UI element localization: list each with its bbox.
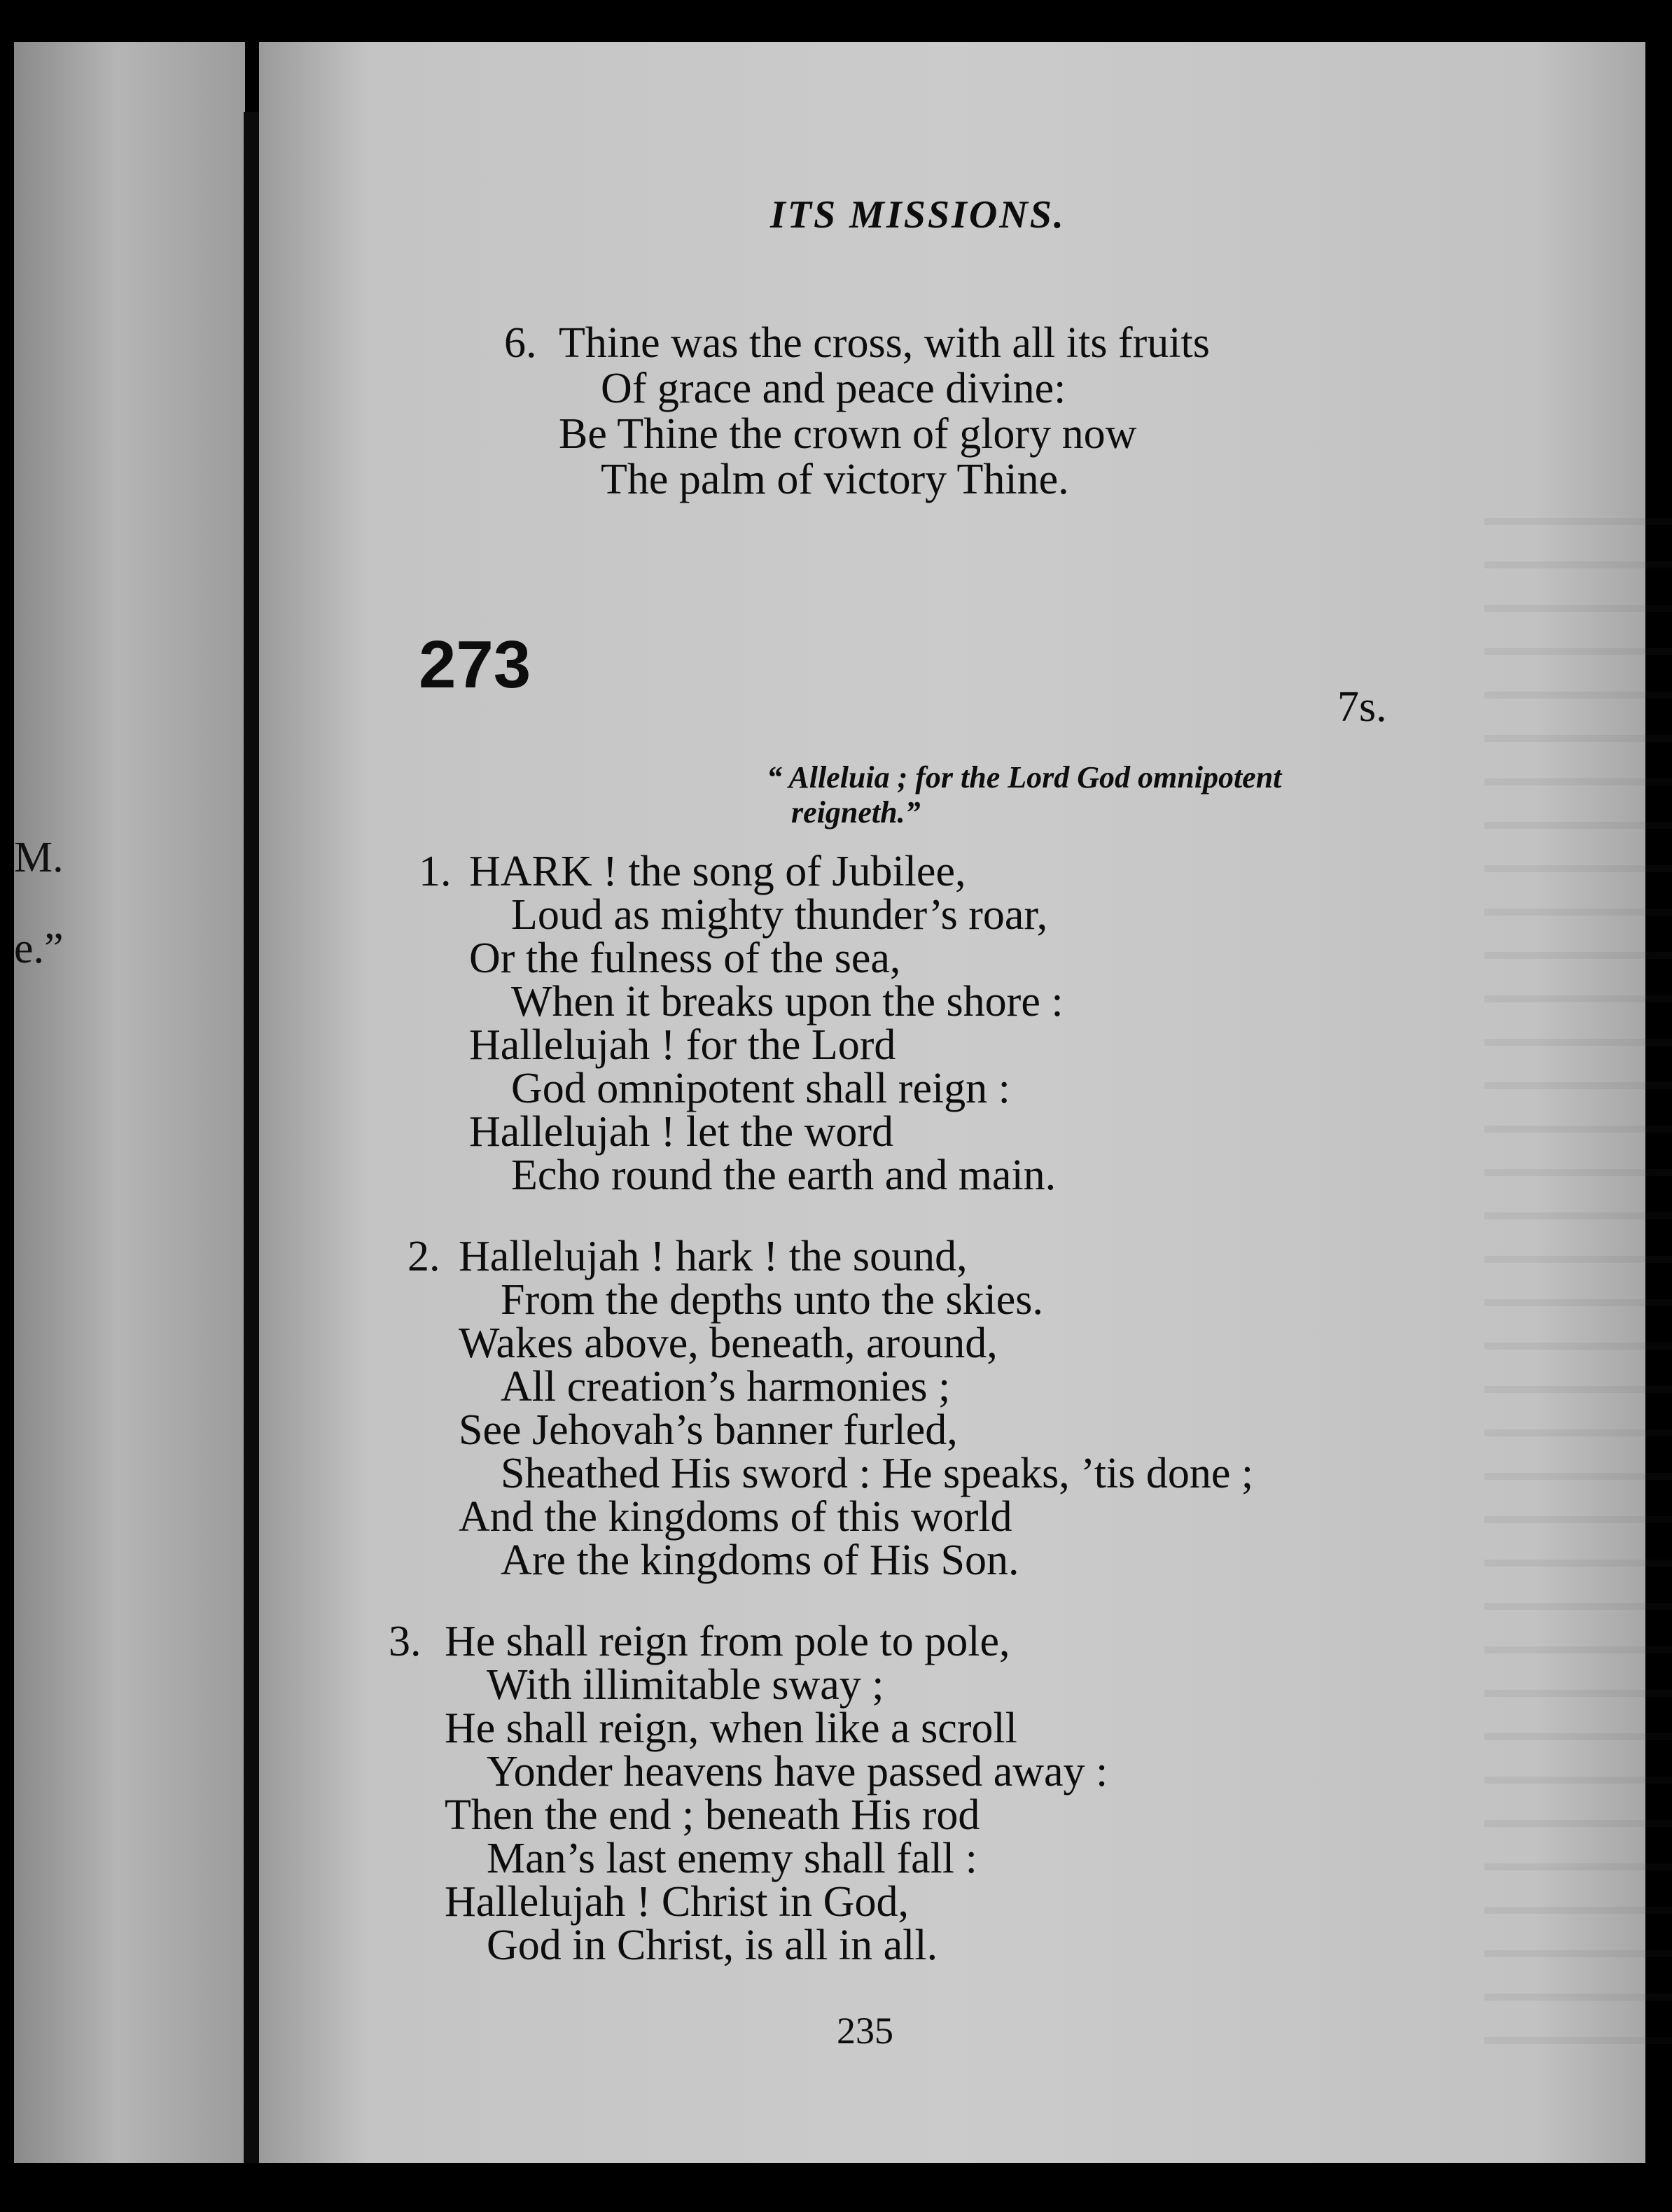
page-number: 235 xyxy=(837,2010,893,2052)
verse-line: Hallelujah ! let the word xyxy=(469,1108,894,1156)
hymn-epigraph-line: “ Alleluia ; for the Lord God omnipotent xyxy=(767,760,1282,794)
scan-border-bottom xyxy=(0,2163,1672,2212)
left-page-fragment: e.” xyxy=(14,925,64,972)
verse-line: Wakes above, beneath, around, xyxy=(459,1320,998,1367)
left-page-edge xyxy=(14,42,245,2163)
hymn-number: 273 xyxy=(419,627,531,702)
verse-line: Then the end ; beneath His rod xyxy=(445,1791,980,1839)
hymn-epigraph-line: reigneth.” xyxy=(791,795,921,830)
hymn-meter: 7s. xyxy=(1337,683,1387,731)
verse-line: God in Christ, is all in all. xyxy=(487,1921,938,1969)
verse-line: The palm of victory Thine. xyxy=(601,456,1069,503)
verse-line: And the kingdoms of this world xyxy=(459,1493,1012,1541)
verse-line: When it breaks upon the shore : xyxy=(511,978,1064,1026)
running-header: ITS MISSIONS. xyxy=(770,193,1066,237)
verse-number: 3. xyxy=(389,1618,422,1665)
verse-line: Of grace and peace divine: xyxy=(601,365,1066,412)
verse-line: Echo round the earth and main. xyxy=(511,1152,1057,1199)
right-page xyxy=(259,42,1645,2163)
verse-line: Yonder heavens have passed away : xyxy=(487,1748,1108,1795)
verse-line: See Jehovah’s banner furled, xyxy=(459,1406,958,1454)
verse-line: With illimitable sway ; xyxy=(487,1661,884,1709)
verse-line: Thine was the cross, with all its fruits xyxy=(559,319,1210,367)
verse-line: Or the fulness of the sea, xyxy=(469,934,901,982)
verse-line: Man’s last enemy shall fall : xyxy=(487,1835,977,1882)
show-through-text xyxy=(1484,518,1672,2058)
verse-line: Hallelujah ! hark ! the sound, xyxy=(459,1233,968,1280)
verse-line: God omnipotent shall reign : xyxy=(511,1065,1010,1112)
verse-line: Hallelujah ! for the Lord xyxy=(469,1021,896,1069)
verse-line: Sheathed His sword : He speaks, ’tis done ; xyxy=(501,1450,1254,1497)
verse-line: Loud as mighty thunder’s roar, xyxy=(511,891,1048,939)
book-gutter xyxy=(244,112,259,2170)
verse-line: Are the kingdoms of His Son. xyxy=(501,1536,1019,1584)
verse-number: 6. xyxy=(504,319,537,367)
verse-line: From the depths unto the skies. xyxy=(501,1276,1043,1324)
left-page-fragment: M. xyxy=(14,834,64,881)
verse-line: Hallelujah ! Christ in God, xyxy=(445,1878,909,1926)
verse-number: 1. xyxy=(419,848,452,895)
verse-line: He shall reign, when like a scroll xyxy=(445,1704,1017,1752)
verse-line: All creation’s harmonies ; xyxy=(501,1363,951,1410)
verse-line: Be Thine the crown of glory now xyxy=(559,410,1137,458)
verse-number: 2. xyxy=(407,1233,440,1280)
verse-line: HARK ! the song of Jubilee, xyxy=(469,848,966,895)
verse-line: He shall reign from pole to pole, xyxy=(445,1618,1010,1665)
